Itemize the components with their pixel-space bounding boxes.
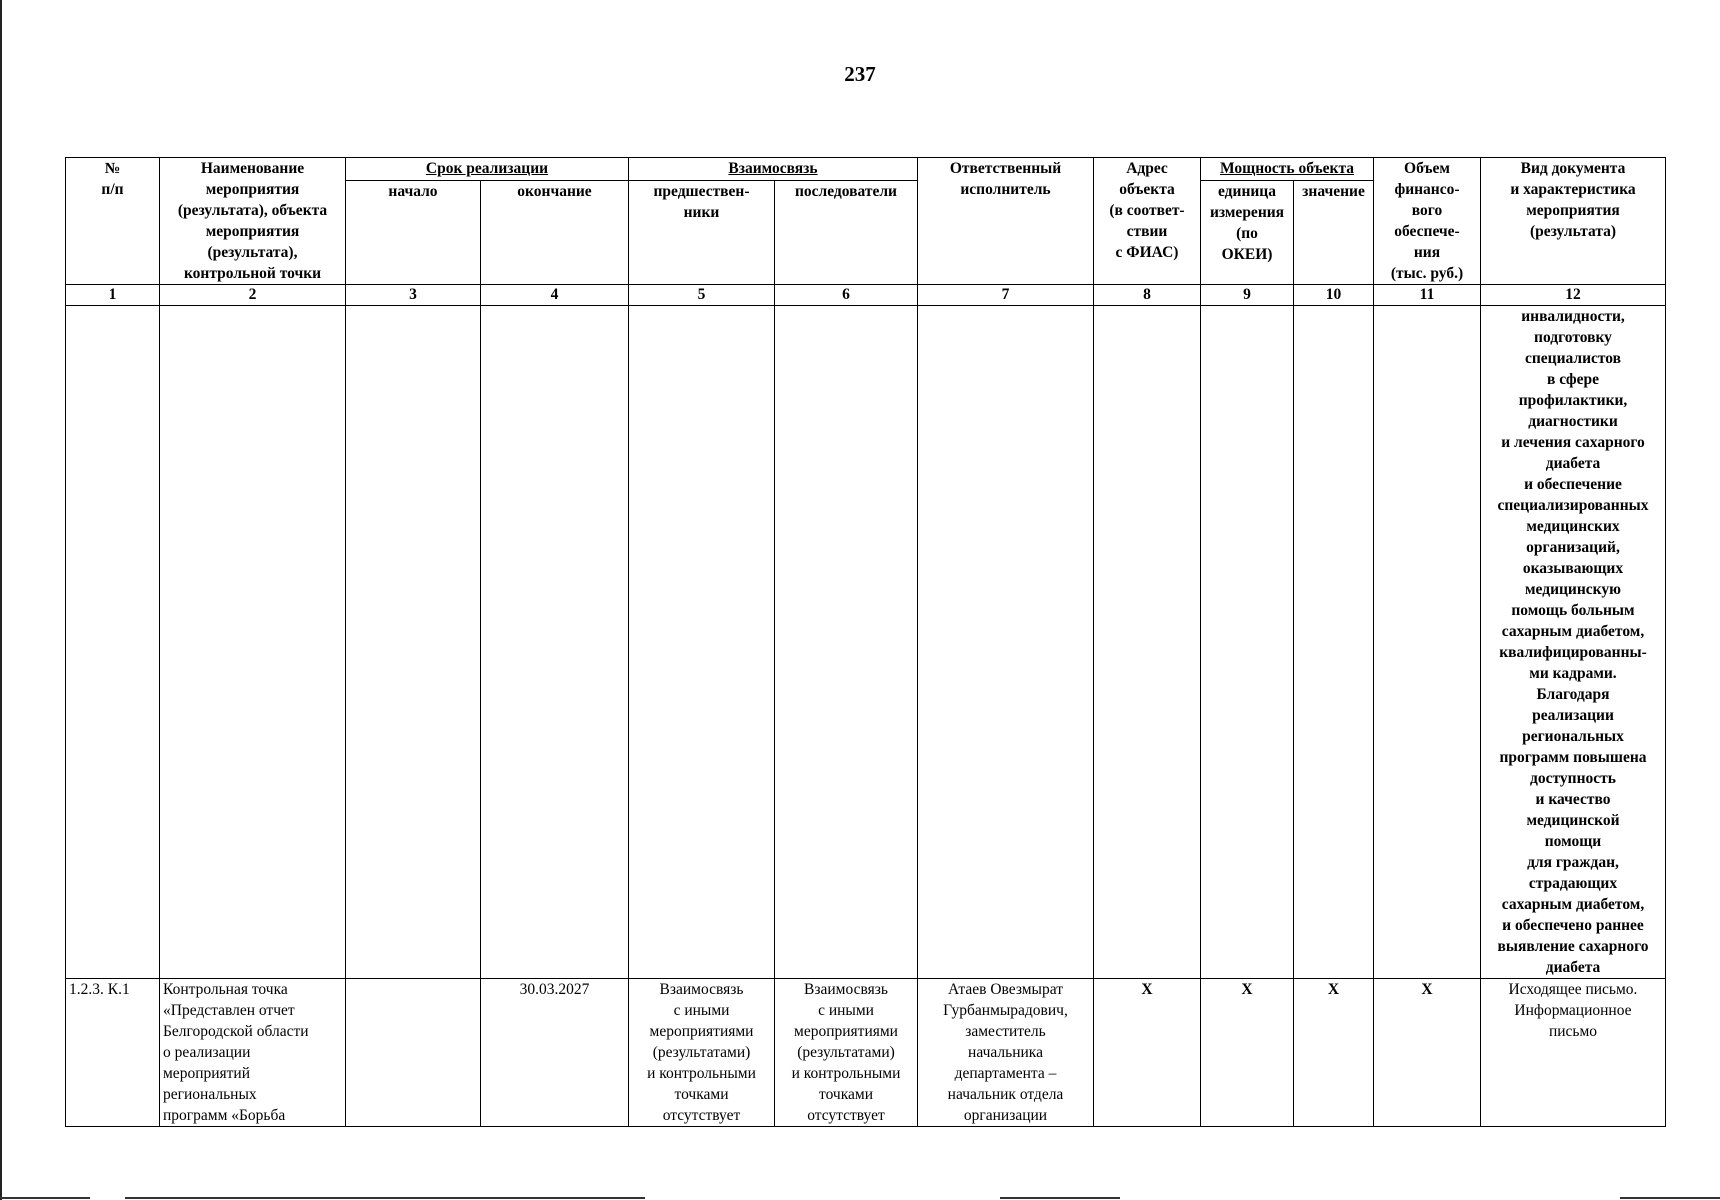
column-number: 2 (160, 285, 346, 306)
column-number: 10 (1294, 285, 1374, 306)
plan-table (65, 157, 1666, 1127)
row-successors: Взаимосвязь с иными мероприятиями (результатами) и контрольными точками отсутствует (775, 979, 918, 1127)
row-address: Х (1094, 979, 1201, 1127)
header-responsible: Ответственный исполнитель (918, 158, 1094, 285)
header-relation-predecessors: предшествен- ники (629, 180, 775, 284)
empty-cell (160, 306, 346, 979)
column-number: 12 (1481, 285, 1666, 306)
row-unit: Х (1201, 979, 1294, 1127)
column-number: 7 (918, 285, 1094, 306)
header-term-start: начало (346, 180, 481, 284)
header-term: Срок реализации (346, 158, 629, 181)
column-number: 1 (66, 285, 160, 306)
header-capacity-unit: единица измерения (по ОКЕИ) (1201, 180, 1294, 284)
empty-cell (775, 306, 918, 979)
row-name: Контрольная точка «Представлен отчет Белгородской области о реализации мероприятий региональных программ «Борьба (160, 979, 346, 1127)
scan-left-edge (0, 0, 2, 1200)
continuation-document-text: инвалидности, подготовку специалистов в сфере профилактики, диагностики и лечения сахарного диабета и обеспечение специализированных медицинских организаций, оказывающих медицинскую помощь больным сахарным диабетом, квалифицированны- ми кадрами. Благодаря реализации региональных программ повышена доступность и качество медицинской помощи для граждан, страдающих сахарным диабетом, и обеспечено раннее выявление сахарного диабета (1481, 306, 1666, 979)
row-predecessors: Взаимосвязь с иными мероприятиями (результатами) и контрольными точками отсутствует (629, 979, 775, 1127)
column-number: 9 (1201, 285, 1294, 306)
row-responsible: Атаев Овезмырат Гурбанмырадович, заместитель начальника департамента – начальник отдела организации (918, 979, 1094, 1127)
header-name: Наименование мероприятия (результата), объекта мероприятия (результата), контрольной точки (160, 158, 346, 285)
continuation-row (66, 306, 1666, 979)
page-number: 237 (844, 62, 876, 86)
column-number: 8 (1094, 285, 1201, 306)
scan-bottom-line (1620, 1197, 1720, 1199)
column-number: 4 (481, 285, 629, 306)
empty-cell (1094, 306, 1201, 979)
header-term-end: окончание (481, 180, 629, 284)
header-relation-successors: последователи (775, 180, 918, 284)
header-relation: Взаимосвязь (629, 158, 918, 181)
column-number: 6 (775, 285, 918, 306)
row-num: 1.2.3. К.1 (66, 979, 160, 1127)
header-finance: Объем финансо- вого обеспече- ния (тыс. руб.) (1374, 158, 1481, 285)
header-document: Вид документа и характеристика мероприятия (результата) (1481, 158, 1666, 285)
table-row (66, 979, 1666, 1127)
column-number: 3 (346, 285, 481, 306)
scan-bottom-line (125, 1197, 645, 1199)
empty-cell (346, 306, 481, 979)
header-row-top (66, 158, 1666, 181)
empty-cell (1294, 306, 1374, 979)
row-document: Исходящее письмо. Информационное письмо (1481, 979, 1666, 1127)
empty-cell (1201, 306, 1294, 979)
empty-cell (1374, 306, 1481, 979)
row-finance: Х (1374, 979, 1481, 1127)
empty-cell (629, 306, 775, 979)
scan-bottom-line (0, 1197, 90, 1199)
column-number: 11 (1374, 285, 1481, 306)
header-capacity: Мощность объекта (1201, 158, 1374, 181)
column-number-row (66, 285, 1666, 306)
row-end: 30.03.2027 (481, 979, 629, 1127)
column-number: 5 (629, 285, 775, 306)
scan-bottom-line (1000, 1197, 1120, 1199)
empty-cell (66, 306, 160, 979)
empty-cell (481, 306, 629, 979)
row-value: Х (1294, 979, 1374, 1127)
empty-cell (918, 306, 1094, 979)
header-address: Адрес объекта (в соответ- ствии с ФИАС) (1094, 158, 1201, 285)
header-num: № п/п (66, 158, 160, 285)
header-capacity-value: значение (1294, 180, 1374, 284)
row-start (346, 979, 481, 1127)
